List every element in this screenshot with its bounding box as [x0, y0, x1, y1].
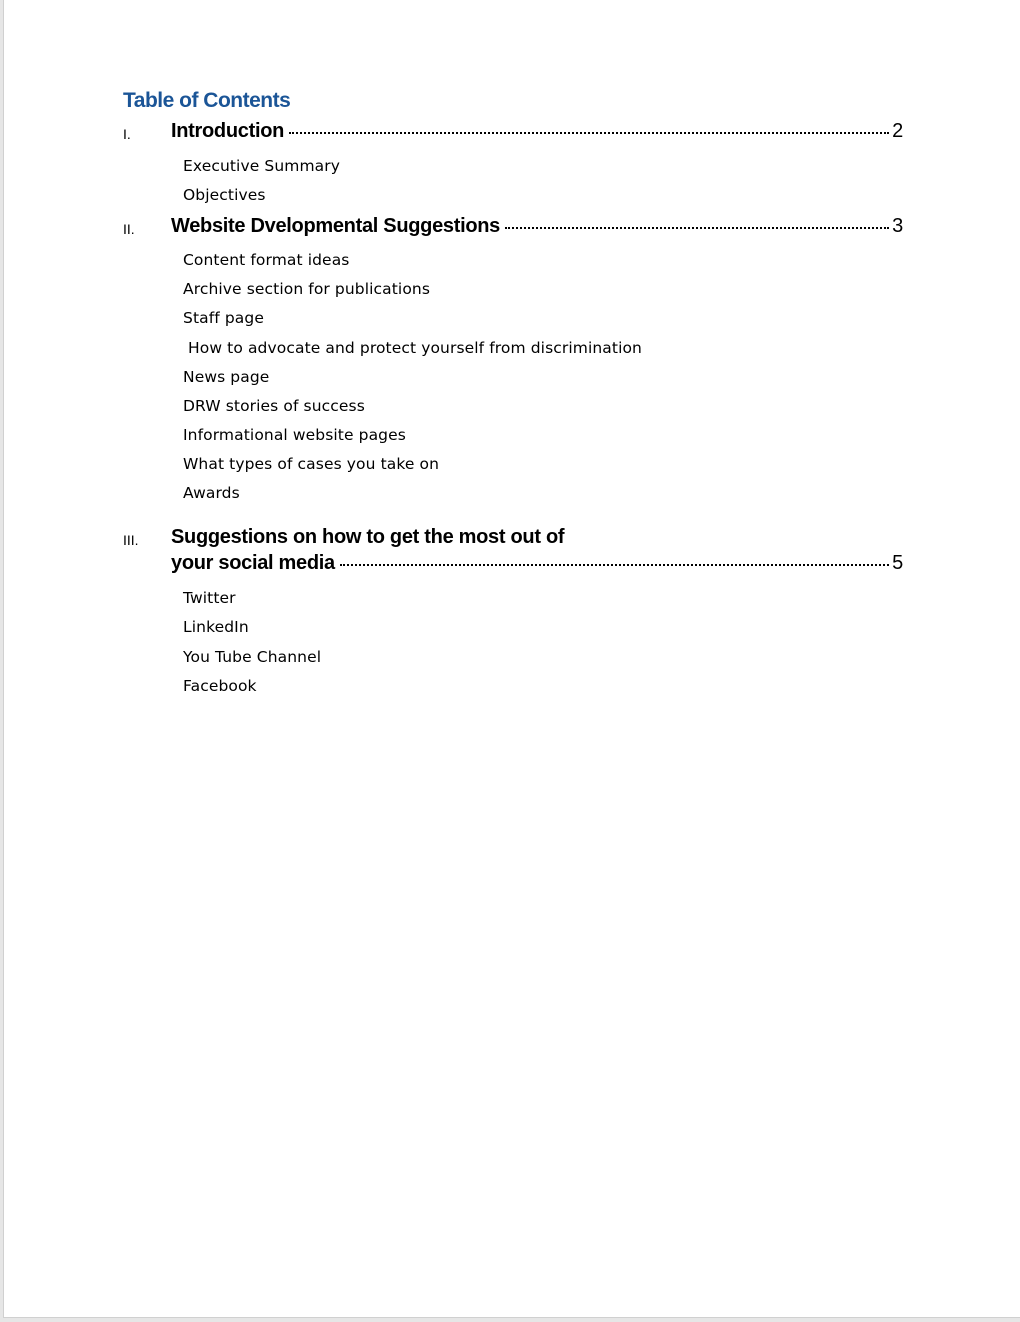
- section-numeral: II.: [123, 221, 135, 237]
- page-number: 3: [892, 215, 903, 237]
- section-numeral: I.: [123, 126, 131, 142]
- toc-section-website-suggestions[interactable]: [123, 215, 903, 241]
- page-number: 5: [892, 552, 903, 574]
- toc-subentry[interactable]: LinkedIn: [183, 618, 249, 636]
- toc-subentry[interactable]: News page: [183, 368, 270, 386]
- toc-subentry[interactable]: Archive section for publications: [183, 280, 431, 298]
- toc-subentry[interactable]: Facebook: [183, 677, 257, 695]
- toc-entry-line[interactable]: [171, 215, 903, 238]
- toc-subentry[interactable]: You Tube Channel: [183, 648, 322, 666]
- toc-heading: Table of Contents: [123, 89, 291, 112]
- page-number: 2: [892, 120, 903, 142]
- toc-entry-line[interactable]: [171, 552, 903, 575]
- toc-subentry[interactable]: Awards: [183, 484, 240, 502]
- section-numeral: III.: [123, 532, 139, 548]
- section-title: Introduction: [171, 120, 285, 142]
- dot-leader: [505, 227, 889, 229]
- toc-subentry[interactable]: Twitter: [183, 589, 236, 607]
- toc-subentry[interactable]: Objectives: [183, 186, 266, 204]
- toc-subentry[interactable]: Informational website pages: [183, 426, 406, 444]
- dot-leader: [289, 132, 889, 134]
- toc-subentry[interactable]: Executive Summary: [183, 157, 340, 175]
- section-title-line1: Suggestions on how to get the most out of: [171, 526, 565, 548]
- toc-subentry[interactable]: DRW stories of success: [183, 397, 365, 415]
- section-title-line2: your social media: [171, 552, 335, 574]
- toc-section-introduction[interactable]: [123, 120, 903, 146]
- toc-section-social-media[interactable]: [123, 526, 903, 578]
- dot-leader: [340, 564, 889, 566]
- document-page: [3, 0, 1020, 1318]
- toc-subentry[interactable]: What types of cases you take on: [183, 455, 440, 473]
- toc-subentry[interactable]: Content format ideas: [183, 251, 350, 269]
- section-title: Website Dvelopmental Suggestions: [171, 215, 500, 237]
- toc-entry-line[interactable]: [171, 120, 903, 143]
- toc-subentry[interactable]: How to advocate and protect yourself from discrimination: [183, 339, 642, 357]
- toc-subentry[interactable]: Staff page: [183, 309, 264, 327]
